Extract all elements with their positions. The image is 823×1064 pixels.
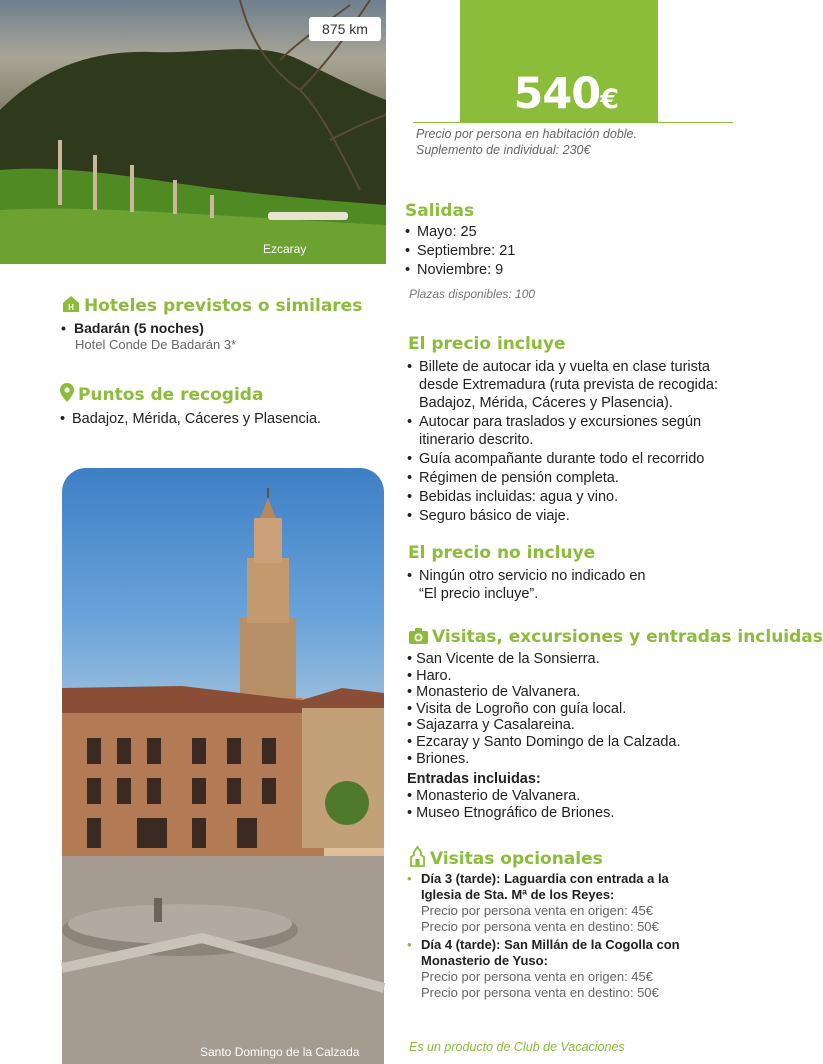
hotel-location-name: Badarán (5 noches) (74, 320, 204, 336)
salidas-item: • Noviembre: 9 (405, 261, 515, 280)
price-note-double: Precio por persona en habitación doble. (416, 127, 637, 141)
hotel-location (62, 320, 204, 336)
entradas-label: Entradas incluidas: (407, 771, 541, 787)
visitas-item: • Sajazarra y Casalareina. (407, 717, 680, 734)
camera-icon (409, 628, 428, 649)
santo-domingo-illustration (62, 468, 384, 1064)
opcional-price-origin: Precio por persona venta en origen: 45€ (421, 903, 653, 918)
salidas-list (405, 223, 515, 280)
recogida-item: • Badajoz, Mérida, Cáceres y Plasencia. (60, 410, 380, 429)
visitas-item: • Visita de Logroño con guía local. (407, 701, 680, 718)
recogida-title: Puntos de recogida (78, 385, 264, 405)
incluye-item: • Régimen de pensión completa. (407, 469, 737, 487)
recogida-heading (60, 383, 263, 407)
opcional-price-origin: Precio por persona venta en origen: 45€ (421, 969, 653, 984)
hotel-name: Hotel Conde De Badarán 3* (75, 337, 237, 352)
photo-caption-santo-domingo: Santo Domingo de la Calzada (200, 1045, 360, 1059)
recogida-list (60, 410, 380, 429)
price-divider (413, 122, 733, 123)
opcionales-title: Visitas opcionales (430, 849, 603, 869)
hoteles-heading (62, 295, 362, 318)
opcional-price-destination: Precio por persona venta en destino: 50€ (421, 919, 659, 934)
entradas-item: • Museo Etnográfico de Briones. (407, 805, 614, 822)
photo-caption-ezcaray: Ezcaray (263, 242, 307, 256)
incluye-item: • Autocar para traslados y excursiones según itinerario descrito. (407, 413, 737, 449)
price-note-single: Suplemento de individual: 230€ (416, 143, 591, 157)
salidas-item: • Septiembre: 21 (405, 242, 515, 261)
salidas-item: • Mayo: 25 (405, 223, 515, 242)
price-note (416, 126, 637, 158)
entradas-item: • Monasterio de Valvanera. (407, 788, 614, 805)
opcional-item (407, 871, 707, 935)
opcional-price-destination: Precio por persona venta en destino: 50€ (421, 985, 659, 1000)
opcionales-heading (409, 847, 603, 871)
price-box (460, 0, 658, 123)
map-pin-icon (60, 383, 74, 407)
visitas-item: • Monasterio de Valvanera. (407, 684, 680, 701)
hotel-icon (62, 295, 80, 318)
price-value (513, 69, 618, 119)
visitas-item: • San Vicente de la Sonsierra. (407, 651, 680, 668)
opcional-title: • Día 3 (tarde): Laguardia con entrada a la Iglesia de Sta. Mª de los Reyes: (421, 871, 669, 902)
price-currency: € (600, 84, 618, 115)
opcional-item (407, 937, 707, 1001)
visitas-heading (409, 627, 823, 649)
incluye-item: • Seguro básico de viaje. (407, 507, 737, 525)
visitas-item: • Ezcaray y Santo Domingo de la Calzada. (407, 734, 680, 751)
visitas-list (407, 651, 680, 767)
hoteles-title: Hoteles previstos o similares (84, 296, 363, 316)
opcional-title: • Día 4 (tarde): San Millán de la Cogolla con Monasterio de Yuso: (421, 937, 680, 968)
footer-credit: Es un producto de Club de Vacaciones (409, 1040, 625, 1054)
price-amount: 540 (513, 69, 601, 119)
plazas-disponibles: Plazas disponibles: 100 (409, 287, 536, 301)
distance-badge: 875 km (309, 17, 381, 41)
incluye-item: • Guía acompañante durante todo el recorrido (407, 450, 737, 468)
visitas-item: • Haro. (407, 668, 680, 685)
visitas-item: • Briones. (407, 751, 680, 768)
visitas-title: Visitas, excursiones y entradas incluidas (432, 627, 823, 647)
svg-text:H: H (68, 303, 74, 312)
no-incluye-list (407, 567, 667, 604)
no-incluye-item: • Ningún otro servicio no indicado en “El precio incluye”. (407, 567, 667, 603)
incluye-heading: El precio incluye (408, 334, 566, 354)
incluye-list (407, 358, 737, 526)
incluye-item: • Billete de autocar ida y vuelta en clase turista desde Extremadura (ruta prevista de recogida: Badajoz, Mérida, Cáceres y Plasencia). (407, 358, 737, 412)
no-incluye-heading: El precio no incluye (408, 543, 596, 563)
ezcaray-photo (0, 0, 386, 264)
santo-domingo-photo (62, 468, 384, 1064)
opcionales-list (407, 871, 707, 1003)
incluye-item: • Bebidas incluidas: agua y vino. (407, 488, 737, 506)
salidas-heading: Salidas (405, 201, 475, 221)
monument-icon (409, 847, 426, 871)
entradas-list (407, 788, 614, 821)
